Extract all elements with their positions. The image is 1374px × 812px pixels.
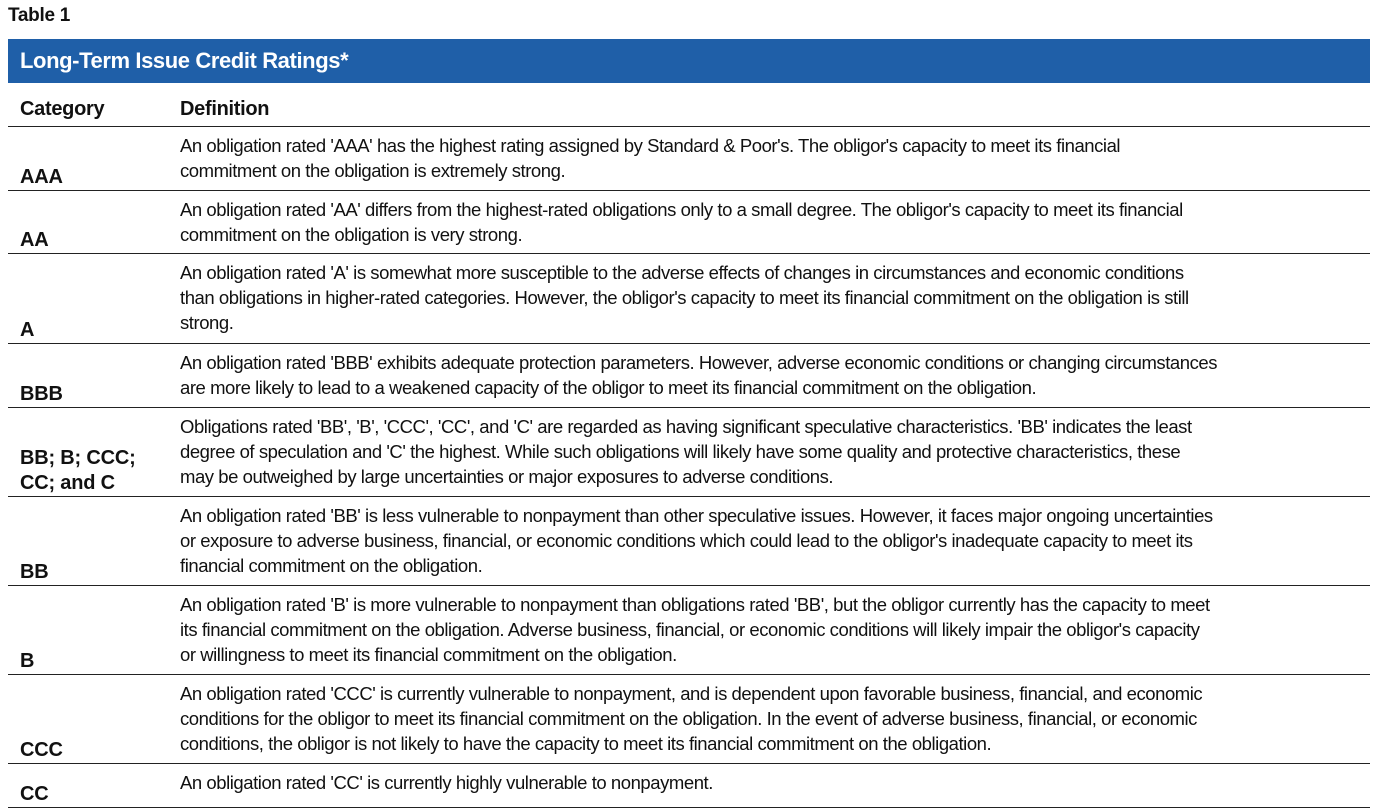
table-header-row (8, 83, 1370, 127)
table-row (8, 497, 1370, 586)
table-row (8, 127, 1370, 191)
row-definition: An obligation rated 'B' is more vulnerable to nonpayment than obligations rated 'BB', but the obligor currently has the capacity to meet its financial commitment on the obligation. Adverse business, financial, or economic conditions will likely impair the obligor's capacity or willingness to meet its financial commitment on the obligation. (180, 594, 1210, 665)
definition-column-header: Definition (180, 98, 270, 120)
row-definition: An obligation rated 'CCC' is currently vulnerable to nonpayment, and is dependent upon favorable business, financial, and economic conditions for the obligor to meet its financial commitment on the obligation. In the event of adverse business, financial, or economic conditions, the obligor is not likely to have the capacity to meet its financial commitment on the obligation. (180, 683, 1203, 754)
table-row (8, 764, 1370, 808)
row-definition: An obligation rated 'A' is somewhat more susceptible to the adverse effects of changes in circumstances and economic conditions than obligations in higher-rated categories. However, the obligor's capacity to meet its financial commitment on the obligation is still strong. (180, 262, 1189, 333)
row-category: CC (20, 783, 49, 805)
table-row (8, 675, 1370, 764)
table-row (8, 254, 1370, 344)
table-label: Table 1 (8, 5, 70, 26)
row-category: BBB (20, 383, 63, 405)
row-definition: An obligation rated 'CC' is currently highly vulnerable to nonpayment. (180, 772, 713, 793)
row-definition: An obligation rated 'BBB' exhibits adequate protection parameters. However, adverse economic conditions or changing circumstances are more likely to lead to a weakened capacity of the obligor to meet its financial commitment on the obligation. (180, 352, 1218, 398)
row-category: CCC (20, 739, 63, 761)
row-definition: An obligation rated 'AA' differs from the highest-rated obligations only to a small degree. The obligor's capacity to meet its financial commitment on the obligation is very strong. (180, 199, 1183, 245)
row-category: A (20, 319, 35, 341)
table-row (8, 191, 1370, 254)
table-row (8, 344, 1370, 408)
table-row (8, 408, 1370, 497)
table-title-banner: Long-Term Issue Credit Ratings* (8, 39, 1370, 83)
row-category: AAA (20, 166, 63, 188)
table-body (8, 127, 1370, 808)
row-category: AA (20, 229, 49, 251)
row-category: B (20, 650, 35, 672)
row-definition: An obligation rated 'BB' is less vulnerable to nonpayment than other speculative issues. However, it faces major ongoing uncertainties or exposure to adverse business, financial, or economic conditions which could lead to the obligor's inadequate capacity to meet its financial commitment on the obligation. (180, 505, 1213, 576)
category-column-header: Category (20, 98, 105, 120)
row-category: BB; B; CCC; CC; and C (20, 447, 136, 494)
table-row (8, 586, 1370, 675)
row-category: BB (20, 561, 49, 583)
row-definition: Obligations rated 'BB', 'B', 'CCC', 'CC', and 'C' are regarded as having significant speculative characteristics. 'BB' indicates the least degree of speculation and 'C' the highest. While such obligations will likely have some quality and protective characteristics, these may be outweighed by large uncertainties or major exposures to adverse conditions. (180, 416, 1192, 487)
row-definition: An obligation rated 'AAA' has the highest rating assigned by Standard & Poor's. The obligor's capacity to meet its financial commitment on the obligation is extremely strong. (180, 135, 1121, 181)
